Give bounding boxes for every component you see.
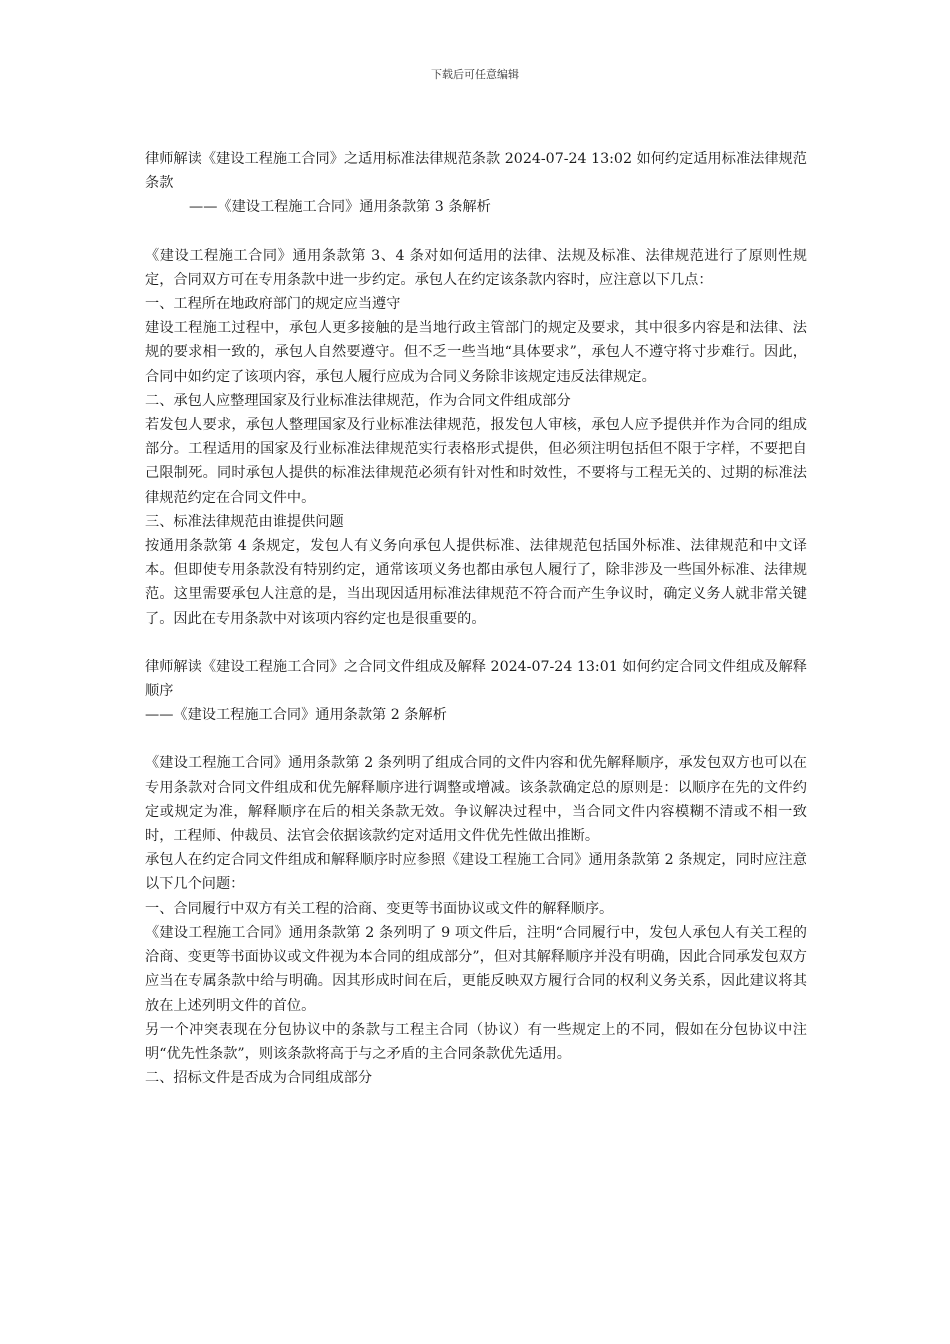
- section1-paragraph: 《建设工程施工合同》通用条款第 3、4 条对如何适用的法律、法规及标准、法律规范进行了原则性规定，合同双方可在专用条款中进一步约定。承包人在约定该条款内容时，应注意以下几点：: [145, 247, 807, 288]
- section1-paragraph: 按通用条款第 4 条规定，发包人有义务向承包人提供标准、法律规范包括国外标准、法律规范和中文译本。但即使专用条款没有特别约定，通常该项义务也都由承包人履行了，除非涉及一些国外标准、法律规范。这里需要承包人注意的是，当出现因适用标准法律规范不符合而产生争议时，确定义务人就非常关键了。因此在专用条款中对该项内容约定也是很重要的。: [145, 538, 807, 627]
- spacer: [145, 727, 807, 751]
- section1-heading-3: 三、标准法律规范由谁提供问题: [145, 513, 344, 530]
- page-header: 下载后可任意编辑: [431, 68, 519, 81]
- section2-paragraph: 另一个冲突表现在分包协议中的条款与工程主合同（协议）有一些规定上的不同，假如在分包协议中注明“优先性条款”，则该条款将高于与之矛盾的主合同条款优先适用。: [145, 1021, 807, 1062]
- spacer: [145, 220, 807, 244]
- section1-heading-2: 二、承包人应整理国家及行业标准法律规范，作为合同文件组成部分: [145, 392, 571, 409]
- section2-paragraph: 承包人在约定合同文件组成和解释顺序时应参照《建设工程施工合同》通用条款第 2 条规定，同时应注意以下几个问题：: [145, 852, 807, 893]
- document-body: [145, 147, 807, 1090]
- section2-heading-1: 一、合同履行中双方有关工程的洽商、变更等书面协议或文件的解释顺序。: [145, 900, 614, 917]
- section1-subtitle: ——《建设工程施工合同》通用条款第 3 条解析: [189, 199, 491, 216]
- section2-paragraph: 《建设工程施工合同》通用条款第 2 条列明了 9 项文件后，注明“合同履行中，发包人承包人有关工程的洽商、变更等书面协议或文件视为本合同的组成部分”，但对其解释顺序并没有明确，因此合同承发包双方应当在专属条款中给与明确。因其形成时间在后，更能反映双方履行合同的权利义务关系，因此建议将其放在上述列明文件的首位。: [145, 924, 807, 1014]
- section1-paragraph: 若发包人要求，承包人整理国家及行业标准法律规范，报发包人审核，承包人应予提供并作为合同的组成部分。工程适用的国家及行业标准法律规范实行表格形式提供，但必须注明包括但不限于字样，不要把自己限制死。同时承包人提供的标准法律规范必须有针对性和时效性，不要将与工程无关的、过期的标准法律规范约定在合同文件中。: [145, 417, 807, 506]
- section1-title: 律师解读《建设工程施工合同》之适用标准法律规范条款 2024-07-24 13:02 如何约定适用标准法律规范条款: [145, 151, 807, 192]
- section1-paragraph: 建设工程施工过程中，承包人更多接触的是当地行政主管部门的规定及要求，其中很多内容是和法律、法规的要求相一致的，承包人自然要遵守。但不乏一些当地“具体要求”，承包人不遵守将寸步难行。因此，合同中如约定了该项内容，承包人履行应成为合同义务除非该规定违反法律规定。: [145, 320, 807, 385]
- section1-heading-1: 一、工程所在地政府部门的规定应当遵守: [145, 296, 401, 313]
- section2-heading-2: 二、招标文件是否成为合同组成部分: [145, 1070, 373, 1087]
- spacer: [145, 631, 807, 655]
- section2-title: 律师解读《建设工程施工合同》之合同文件组成及解释 2024-07-24 13:01 如何约定合同文件组成及解释顺序: [145, 658, 807, 700]
- section2-subtitle: ——《建设工程施工合同》通用条款第 2 条解析: [145, 707, 447, 724]
- section2-paragraph: 《建设工程施工合同》通用条款第 2 条列明了组成合同的文件内容和优先解释顺序，承发包双方也可以在专用条款对合同文件组成和优先解释顺序进行调整或增减。该条款确定总的原则是：以顺序在先的文件约定或规定为准，解释顺序在后的相关条款无效。争议解决过程中，当合同文件内容模糊不清或不相一致时，工程师、仲裁员、法官会依据该款约定对适用文件优先性做出推断。: [145, 755, 807, 845]
